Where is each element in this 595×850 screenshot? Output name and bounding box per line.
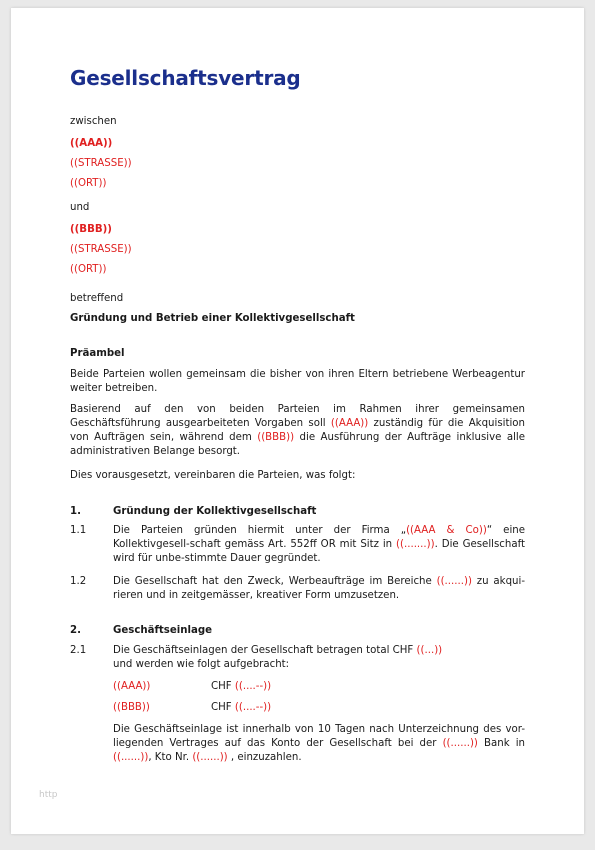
party2-street: ((STRASSE)) — [70, 244, 132, 255]
section-2-heading: Geschäftseinlage — [113, 625, 213, 636]
and-label: und — [70, 202, 90, 213]
contribution-party-aaa: ((AAA)) — [113, 681, 151, 692]
document-page — [11, 8, 584, 834]
between-label: zwischen — [70, 116, 117, 127]
section-2-number: 2. — [70, 625, 81, 636]
clause-1-2-number: 1.2 — [70, 576, 87, 587]
contract-subject: Gründung und Betrieb einer Kollektivgesellschaft — [70, 313, 355, 324]
party2-city: ((ORT)) — [70, 264, 107, 275]
clause-1-2-text: Die Gesellschaft hat den Zweck, Werbeaufträge im Bereiche ((......)) zu akqui-rieren und in zeitgemässer, kreativer Form umzusetzen. — [113, 576, 525, 601]
clause-2-1-text: Die Geschäftseinlagen der Gesellschaft betragen total CHF ((...)) und werden wie folgt aufgebracht: — [113, 645, 443, 670]
party1-city: ((ORT)) — [70, 178, 107, 189]
clause-1-1-number: 1.1 — [70, 525, 87, 536]
contribution-amount-aaa: CHF ((....--)) — [211, 681, 272, 692]
clause-2-1-number: 2.1 — [70, 645, 87, 656]
section-1-number: 1. — [70, 506, 81, 517]
preamble-heading: Präambel — [70, 348, 125, 359]
contribution-amount-bbb: CHF ((....--)) — [211, 702, 272, 713]
payment-paragraph: Die Geschäftseinlage ist innerhalb von 10 Tagen nach Unterzeichnung des vor-liegenden Vertrages auf das Konto der Gesellschaft bei der ((......)) Bank in ((......)), Kto Nr. ((......)) , einzuzahlen. — [113, 724, 525, 763]
preamble-paragraph-2: Basierend auf den von beiden Parteien im Rahmen ihrer gemeinsamen Geschäftsführung ausgearbeiteten Vorgaben soll ((AAA)) zuständig für die Akquisition von Aufträgen sein, während dem ((BBB)) die Ausführung der Aufträge inklusive alle administrativen Belange besorgt. — [70, 404, 526, 457]
party1-street: ((STRASSE)) — [70, 158, 132, 169]
section-1-heading: Gründung der Kollektivgesellschaft — [113, 506, 317, 517]
party2-name: ((BBB)) — [70, 224, 112, 235]
party1-name: ((AAA)) — [70, 138, 113, 149]
concerning-label: betreffend — [70, 293, 124, 304]
preamble-paragraph-1: Beide Parteien wollen gemeinsam die bisher von ihren Eltern betriebene Werbeagentur weiter betreiben. — [70, 369, 525, 394]
document-title: Gesellschaftsvertrag — [70, 66, 301, 90]
preamble-paragraph-3: Dies vorausgesetzt, vereinbaren die Parteien, was folgt: — [70, 470, 356, 481]
watermark: http — [39, 790, 58, 800]
contribution-party-bbb: ((BBB)) — [113, 702, 150, 713]
clause-1-1-text: Die Parteien gründen hiermit unter der Firma „((AAA & Co))“ eine Kollektivgesell-schaft gemäss Art. 552ff OR mit Sitz in ((.......)). Die Gesellschaft wird für unbe-stimmte Dauer gegründet. — [113, 525, 526, 564]
